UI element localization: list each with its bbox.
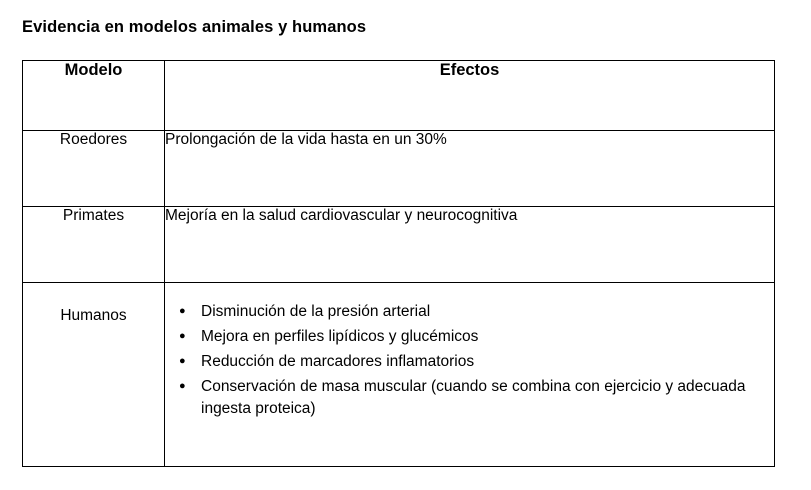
table-row [23, 207, 775, 283]
list-item-label: Conservación de masa muscular (cuando se combina con ejercicio y adecuada ingesta proteica) [201, 378, 746, 417]
cell-effects-rodents: Prolongación de la vida hasta en un 30% [165, 131, 775, 207]
list-item-label: Disminución de la presión arterial [201, 303, 431, 320]
list-item-label: Reducción de marcadores inflamatorios [201, 353, 475, 370]
effects-bullet-list [165, 301, 774, 420]
evidence-table [22, 60, 775, 467]
cell-model-humans: Humanos [23, 283, 165, 467]
column-header-effects: Efectos [165, 61, 775, 131]
cell-model-primates: Primates [23, 207, 165, 283]
bullet-icon: ● [179, 305, 186, 317]
cell-effects-humans [165, 283, 775, 467]
bullet-icon: ● [179, 355, 186, 367]
cell-model-rodents: Roedores [23, 131, 165, 207]
table-header-row [23, 61, 775, 131]
list-item [165, 326, 774, 348]
list-item [165, 376, 774, 420]
table-row [23, 131, 775, 207]
list-item [165, 351, 774, 373]
column-header-model: Modelo [23, 61, 165, 131]
table-row [23, 283, 775, 467]
bullet-icon: ● [179, 380, 186, 392]
list-item [165, 301, 774, 323]
page-title: Evidencia en modelos animales y humanos [22, 18, 367, 36]
list-item-label: Mejora en perfiles lipídicos y glucémicos [201, 328, 479, 345]
bullet-icon: ● [179, 330, 186, 342]
cell-effects-primates: Mejoría en la salud cardiovascular y neurocognitiva [165, 207, 775, 283]
